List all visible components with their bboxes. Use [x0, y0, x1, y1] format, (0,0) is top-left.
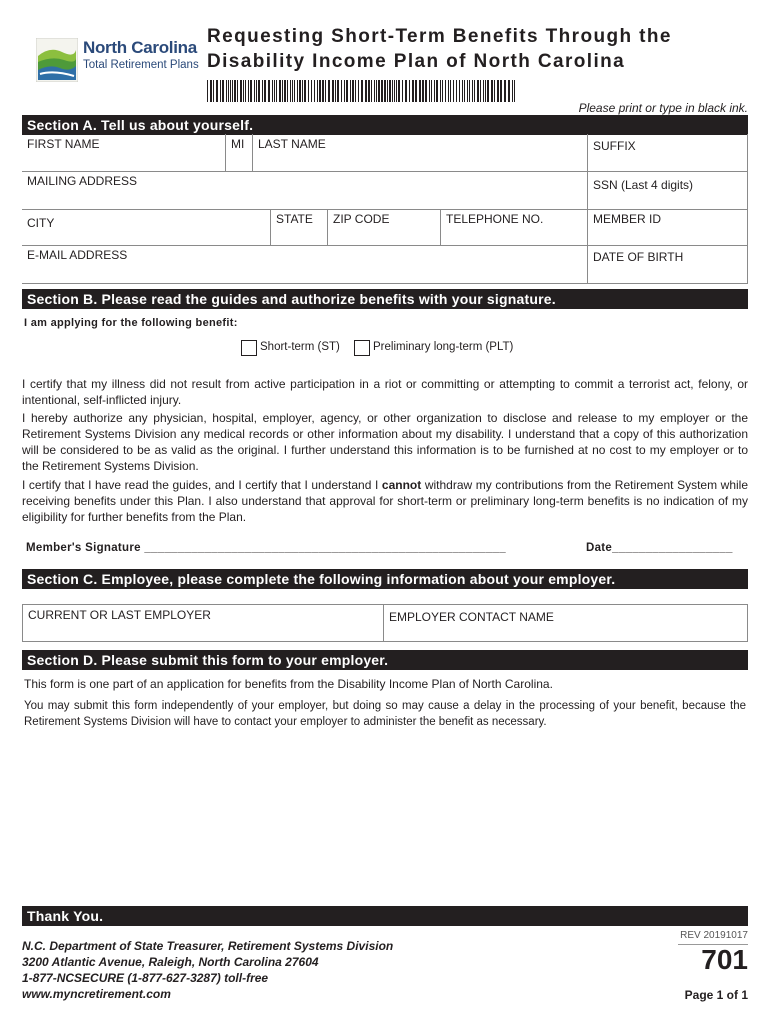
zip-code-label: ZIP CODE: [333, 212, 390, 226]
barcode-bar: [487, 80, 489, 102]
barcode-bar: [494, 80, 495, 102]
barcode-bar: [425, 80, 427, 102]
barcode-bar: [264, 80, 266, 102]
barcode-bar: [450, 80, 451, 102]
barcode-bar: [355, 80, 356, 102]
state-field[interactable]: [270, 209, 328, 246]
section-d-paragraph-1: This form is one part of an application for benefits from the Disability Income Plan of North Carolina.: [24, 677, 553, 691]
barcode-bar: [384, 80, 386, 102]
barcode-bar: [389, 80, 391, 102]
barcode-graphic: [207, 80, 517, 102]
barcode-bar: [469, 80, 470, 102]
barcode-bar: [352, 80, 354, 102]
barcode-bar: [220, 80, 221, 102]
applying-label: I am applying for the following benefit:: [24, 317, 238, 329]
para3-part-b: withdraw my contributions from the Retirement System while receiving benefits under this Plan. I also understand that approval for short-term or preliminary long-term benefits is no indication of my eligibility for further benefits from the Plan.: [22, 478, 749, 524]
barcode-bar: [226, 80, 227, 102]
barcode-bar: [361, 80, 363, 102]
barcode-bar: [409, 80, 410, 102]
member-id-field[interactable]: [587, 209, 748, 246]
barcode-bar: [256, 80, 257, 102]
barcode-bar: [341, 80, 342, 102]
barcode-bar: [440, 80, 441, 102]
barcode-bar: [429, 80, 430, 102]
barcode-bar: [467, 80, 468, 102]
barcode-bar: [319, 80, 321, 102]
barcode-bar: [243, 80, 244, 102]
barcode-bar: [415, 80, 417, 102]
suffix-label: SUFFIX: [593, 139, 636, 153]
barcode-bar: [387, 80, 388, 102]
barcode-bar: [374, 80, 375, 102]
barcode-bar: [240, 80, 242, 102]
certification-paragraph-1: I certify that my illness did not result from active participation in a riot or committing or attempting to commit a terrorist act, felony, or intentional, self-inflicted injury.: [22, 377, 748, 407]
section-d-heading: Section D. Please submit this form to your employer.: [22, 650, 748, 670]
barcode-bar: [474, 80, 475, 102]
barcode-bar: [514, 80, 515, 102]
barcode-bar: [279, 80, 281, 102]
barcode-bar: [262, 80, 263, 102]
barcode-bar: [346, 80, 348, 102]
barcode-bar: [282, 80, 283, 102]
barcode-bar: [434, 80, 435, 102]
barcode-bar: [448, 80, 449, 102]
barcode-bar: [302, 80, 303, 102]
current-employer-field[interactable]: [22, 604, 384, 642]
last-name-field[interactable]: [252, 134, 588, 172]
date-of-birth-field[interactable]: [587, 245, 748, 284]
barcode-bar: [314, 80, 315, 102]
barcode-bar: [272, 80, 273, 102]
footer-website[interactable]: www.myncretirement.com: [22, 987, 171, 1001]
barcode-bar: [294, 80, 295, 102]
logo-text-total-retirement: Total Retirement Plans: [83, 59, 199, 71]
barcode-bar: [402, 80, 403, 102]
barcode-bar: [358, 80, 359, 102]
form-number: 701: [701, 944, 748, 975]
short-term-checkbox[interactable]: [241, 340, 257, 356]
barcode-bar: [350, 80, 351, 102]
section-b-heading: Section B. Please read the guides and authorize benefits with your signature.: [22, 289, 748, 309]
barcode-bar: [365, 80, 367, 102]
barcode-bar: [405, 80, 407, 102]
barcode-bar: [462, 80, 463, 102]
barcode-bar: [250, 80, 252, 102]
barcode-bar: [216, 80, 218, 102]
mi-label: MI: [231, 137, 245, 151]
barcode-bar: [254, 80, 255, 102]
barcode-bar: [480, 80, 481, 102]
barcode-bar: [311, 80, 312, 102]
barcode-bar: [228, 80, 229, 102]
page-indicator: Page 1 of 1: [684, 988, 748, 1002]
barcode-bar: [325, 80, 326, 102]
barcode-bar: [381, 80, 383, 102]
barcode-bar: [464, 80, 465, 102]
barcode-bar: [248, 80, 249, 102]
barcode-bar: [332, 80, 334, 102]
ssn-field[interactable]: [587, 171, 748, 210]
zip-code-field[interactable]: [327, 209, 441, 246]
employer-contact-field[interactable]: [383, 604, 748, 642]
form-title: [207, 24, 672, 74]
barcode-bar: [237, 80, 238, 102]
barcode-bar: [485, 80, 486, 102]
section-a-heading: Section A. Tell us about yourself.: [22, 115, 748, 135]
state-label: STATE: [276, 212, 313, 226]
barcode-bar: [376, 80, 377, 102]
barcode-bar: [371, 80, 372, 102]
barcode-bar: [276, 80, 277, 102]
barcode-bar: [445, 80, 446, 102]
barcode-bar: [508, 80, 510, 102]
first-name-label: FIRST NAME: [27, 137, 100, 151]
barcode-bar: [245, 80, 246, 102]
last-name-label: LAST NAME: [258, 137, 326, 151]
barcode-bar: [392, 80, 393, 102]
barcode-bar: [232, 80, 233, 102]
nc-total-retirement-logo: [36, 36, 199, 86]
footer-address-block: [22, 938, 393, 1002]
barcode-bar: [230, 80, 231, 102]
barcode-bar: [308, 80, 309, 102]
barcode-bar: [287, 80, 288, 102]
short-term-label: Short-term (ST): [260, 341, 340, 353]
barcode-bar: [436, 80, 438, 102]
barcode-bar: [268, 80, 270, 102]
ssn-label: SSN (Last 4 digits): [593, 178, 694, 192]
telephone-field[interactable]: [440, 209, 588, 246]
footer-phone: 1-877-NCSECURE (1-877-627-3287) toll-free: [22, 971, 269, 985]
authorization-paragraph: I hereby authorize any physician, hospital, employer, agency, or other organization to disclose and release to my employer or the Retirement Systems Division any medical records or other information about my disability. I understand that a copy of this authorization will be considered to be as valid as the original. I further understand this information is to be furnished at no cost to my employer or to the Retirement Systems Division.: [22, 411, 748, 473]
barcode-bar: [491, 80, 493, 102]
barcode-bar: [412, 80, 414, 102]
barcode-bar: [422, 80, 424, 102]
middle-initial-field[interactable]: [225, 134, 253, 172]
barcode-bar: [207, 80, 208, 102]
barcode-bar: [222, 80, 224, 102]
city-label: CITY: [27, 216, 55, 230]
logo-text-north-carolina: North Carolina: [83, 38, 197, 57]
barcode-bar: [453, 80, 454, 102]
barcode-bar: [297, 80, 298, 102]
current-employer-label: CURRENT OR LAST EMPLOYER: [28, 608, 211, 622]
barcode-bar: [234, 80, 236, 102]
certification-paragraph-2: [22, 477, 748, 525]
telephone-label: TELEPHONE NO.: [446, 212, 544, 226]
thank-you-heading: Thank You.: [22, 906, 748, 926]
barcode-bar: [512, 80, 513, 102]
mailing-address-field[interactable]: [22, 171, 588, 210]
barcode-bar: [483, 80, 484, 102]
barcode-bar: [292, 80, 293, 102]
barcode-bar: [456, 80, 457, 102]
barcode-bar: [368, 80, 370, 102]
barcode-bar: [344, 80, 345, 102]
preliminary-long-term-label: Preliminary long-term (PLT): [373, 341, 514, 353]
barcode-bar: [442, 80, 443, 102]
barcode-bar: [459, 80, 460, 102]
first-name-field[interactable]: [22, 134, 226, 172]
employer-contact-label: EMPLOYER CONTACT NAME: [389, 610, 554, 624]
barcode-bar: [328, 80, 330, 102]
form-title-line2: Disability Income Plan of North Carolina: [207, 51, 626, 72]
barcode-bar: [394, 80, 395, 102]
barcode-bar: [284, 80, 286, 102]
barcode-bar: [304, 80, 306, 102]
member-signature-line[interactable]: Member's Signature ______________________________________________________: [26, 542, 506, 554]
signature-date-line[interactable]: Date__________________: [586, 542, 733, 554]
barcode-bar: [335, 80, 336, 102]
email-label: E-MAIL ADDRESS: [27, 248, 128, 262]
barcode-bar: [431, 80, 432, 102]
preliminary-long-term-checkbox[interactable]: [354, 340, 370, 356]
city-field[interactable]: [22, 209, 271, 246]
revision-number: REV 20191017: [680, 930, 748, 941]
mailing-address-label: MAILING ADDRESS: [27, 174, 138, 188]
barcode-bar: [378, 80, 380, 102]
barcode-bar: [274, 80, 275, 102]
barcode-bar: [398, 80, 400, 102]
barcode-bar: [213, 80, 214, 102]
barcode-bar: [477, 80, 479, 102]
barcode-bar: [504, 80, 506, 102]
barcode-bar: [419, 80, 421, 102]
footer-street: 3200 Atlantic Avenue, Raleigh, North Carolina 27604: [22, 955, 319, 969]
footer-department: N.C. Department of State Treasurer, Retirement Systems Division: [22, 939, 394, 953]
suffix-field[interactable]: [587, 134, 748, 172]
para3-part-a: I certify that I have read the guides, and I certify that I understand I: [22, 478, 382, 492]
email-field[interactable]: [22, 245, 588, 284]
landscape-logo-icon: [36, 38, 78, 82]
barcode-bar: [472, 80, 473, 102]
barcode-bar: [500, 80, 502, 102]
barcode-bar: [497, 80, 499, 102]
barcode-bar: [258, 80, 260, 102]
form-title-line1: Requesting Short-Term Benefits Through the: [207, 26, 672, 47]
para3-bold-cannot: cannot: [381, 478, 422, 492]
barcode-bar: [210, 80, 212, 102]
barcode-bar: [396, 80, 397, 102]
barcode-bar: [322, 80, 324, 102]
barcode-bar: [317, 80, 318, 102]
dob-label: DATE OF BIRTH: [593, 250, 684, 264]
barcode-bar: [290, 80, 291, 102]
barcode-bar: [299, 80, 301, 102]
section-d-paragraph-2: You may submit this form independently of your employer, but doing so may cause a delay in the processing of your benefit, because the Retirement Systems Division will have to contact your employer to administer the benefit as necessary.: [24, 700, 746, 728]
member-id-label: MEMBER ID: [593, 212, 662, 226]
ink-instruction: Please print or type in black ink.: [578, 101, 748, 115]
section-c-heading: Section C. Employee, please complete the following information about your employer.: [22, 569, 748, 589]
barcode-bar: [337, 80, 339, 102]
